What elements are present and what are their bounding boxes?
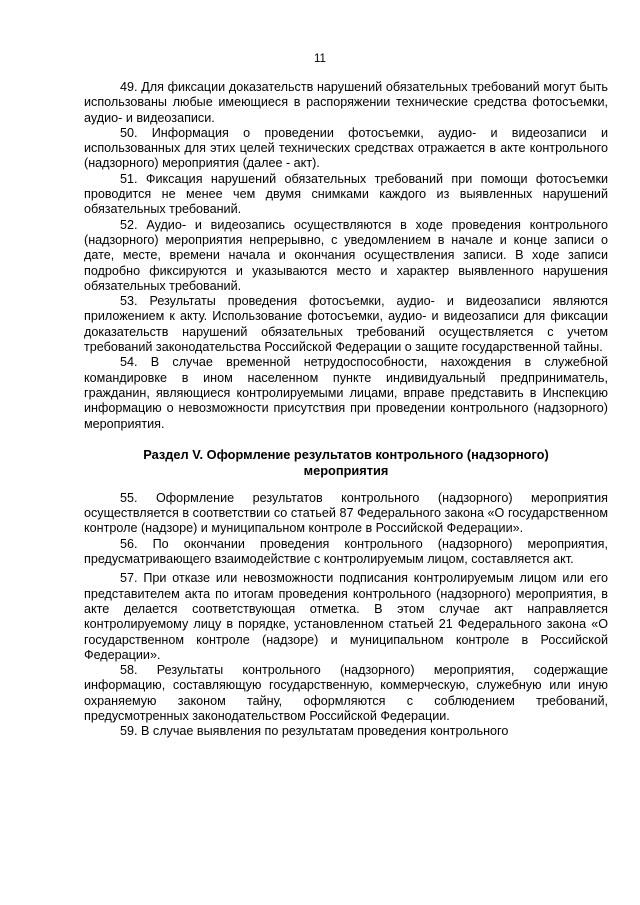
section-heading: Раздел V. Оформление результатов контрольного (надзорного) мероприятия: [143, 446, 549, 478]
paragraph-59: 59. В случае выявления по результатам проведения контрольного: [120, 724, 509, 739]
document-body: [84, 80, 608, 740]
page-number: 11: [314, 53, 326, 65]
paragraph-56: 56. По окончании проведения контрольного (надзорного) мероприятия, предусматривающего взаимодействие с контролируемым лицом, составляется акт.: [84, 536, 608, 567]
paragraph-50: 50. Информация о проведении фотосъемки, аудио- и видеозаписи и использованных для этих целей технических средствах отражается в акте контрольного (надзорного) мероприятия (далее - акт).: [84, 125, 608, 171]
paragraph-53: 53. Результаты проведения фотосъемки, аудио- и видеозаписи являются приложением к акту. Использование фотосъемки, аудио- и видеозаписи для фиксации доказательств нарушений обязательных требований осуществляется с учетом требований законодательства Российской Федерации о защите государственной тайны.: [84, 294, 608, 355]
paragraph-57: 57. При отказе или невозможности подписания контролируемым лицом или его представителем акта по итогам проведения контрольного (надзорного) мероприятия, в акте делается соответствующая отметка. В этом случае акт направляется контролируемому лицу в порядке, установленном статьей 21 Федерального закона «О государственном контроле (надзоре) и муниципальном контроле в Российской Федерации».: [84, 571, 608, 662]
paragraph-52: 52. Аудио- и видеозапись осуществляются в ходе проведения контрольного (надзорного) мероприятия непрерывно, с уведомлением в начале и конце записи о дате, месте, времени начала и окончания осуществления записи. В ходе записи подробно фиксируются и указываются место и характер выявленного нарушения обязательных требований.: [84, 217, 608, 293]
paragraph-54: 54. В случае временной нетрудоспособности, нахождения в служебной командировке в ином населенном пункте индивидуальный предприниматель, гражданин, являющиеся контролируемыми лицами, вправе представить в Инспекцию информацию о невозможности присутствия при проведении контрольного (надзорного) мероприятия.: [84, 355, 608, 431]
paragraph-49: 49. Для фиксации доказательств нарушений обязательных требований могут быть использованы любые имеющиеся в распоряжении технические средства фотосъемки, аудио- и видеозаписи.: [84, 80, 608, 125]
paragraph-55: 55. Оформление результатов контрольного (надзорного) мероприятия осуществляется в соответствии со статьей 87 Федерального закона «О государственном контроле (надзоре) и муниципальном контроле в Российской Федерации».: [84, 490, 608, 536]
paragraph-51: 51. Фиксация нарушений обязательных требований при помощи фотосъемки проводится не менее чем двумя снимками каждого из выявленных нарушений обязательных требований.: [84, 171, 608, 217]
paragraph-58: 58. Результаты контрольного (надзорного) мероприятия, содержащие информацию, составляющую государственную, коммерческую, служебную или иную охраняемую законом тайну, оформляются с соблюдением требований, предусмотренных законодательством Российской Федерации.: [84, 663, 608, 723]
